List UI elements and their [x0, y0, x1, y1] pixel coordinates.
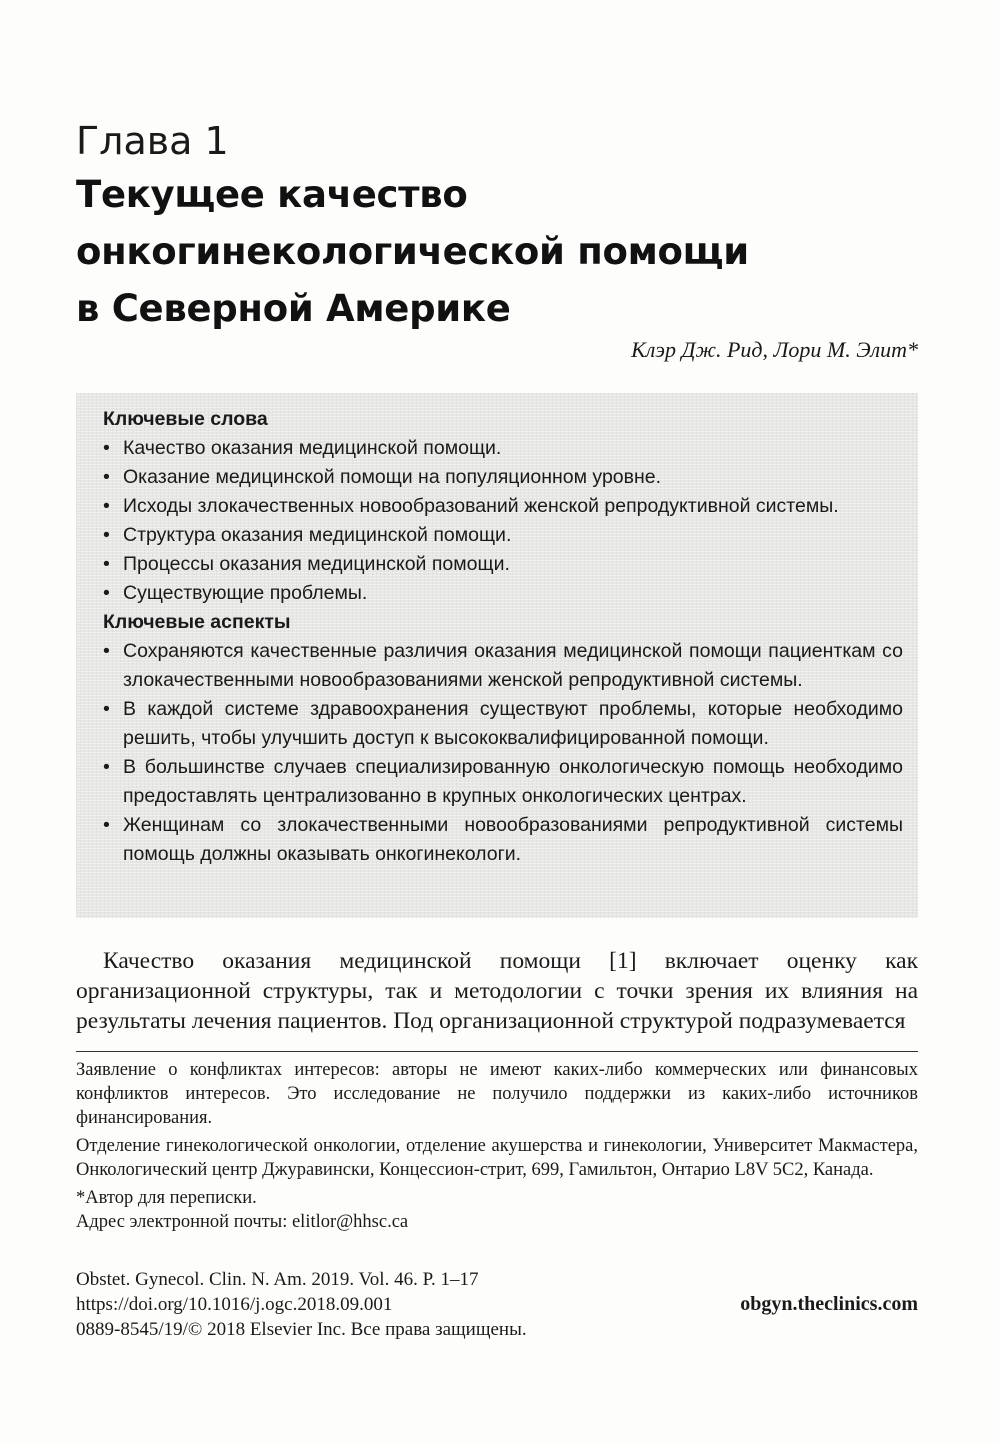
bullet-icon: • — [103, 756, 110, 778]
key-points-box — [76, 393, 918, 918]
bullet-icon: • — [103, 640, 110, 662]
keyword-item: • Оказание медицинской помощи на популяционном уровне. — [103, 463, 903, 492]
keyword-item: • Существующие проблемы. — [103, 579, 903, 608]
chapter-label: Глава 1 — [76, 119, 229, 163]
footnotes — [76, 1058, 918, 1238]
keyword-item: • Качество оказания медицинской помощи. — [103, 434, 903, 463]
chapter-title-line: онкогинекологической помощи — [76, 230, 749, 273]
bullet-icon: • — [103, 524, 110, 546]
bullet-icon: • — [103, 698, 110, 720]
chapter-title-line: в Северной Америке — [76, 287, 511, 330]
correspondence-note: *Автор для переписки. — [76, 1188, 257, 1208]
authors: Клэр Дж. Рид, Лори М. Элит* — [631, 337, 918, 362]
chapter-title-line: Текущее качество — [76, 173, 468, 216]
keywords-list — [103, 434, 903, 608]
keyword-item: • Исходы злокачественных новообразований женской репродуктивной системы. — [103, 492, 903, 521]
chapter-title — [76, 166, 936, 337]
aspect-item: • Женщинам со злокачественными новообразованиями репродуктивной системы помощь должны оказывать онкогинекологи. — [103, 811, 903, 869]
copyright-line: 0889-8545/19/© 2018 Elsevier Inc. Все права защищены. — [76, 1319, 527, 1340]
keyword-item: • Структура оказания медицинской помощи. — [103, 521, 903, 550]
bullet-icon: • — [103, 553, 110, 575]
body-paragraph: Качество оказания медицинской помощи [1] включает оценку как организационной структуры, так и методологии с точки зрения их влияния на результаты лечения пациентов. Под организационной структурой подразумевается — [76, 948, 918, 1034]
conflicts-statement: Заявление о конфликтах интересов: авторы не имеют каких-либо коммерческих или финансовых конфликтов интересов. Это исследование не получило поддержки из каких-либо источников финансирования. — [76, 1060, 918, 1128]
aspect-item: • Сохраняются качественные различия оказания медицинской помощи пациенткам со злокачественными новообразованиями женской репродуктивной системы. — [103, 637, 903, 695]
aspects-list — [103, 637, 903, 869]
aspect-item: • В каждой системе здравоохранения существуют проблемы, которые необходимо решить, чтобы улучшить доступ к высококвалифицированной помощи. — [103, 695, 903, 753]
keywords-heading: Ключевые слова — [103, 408, 268, 430]
keyword-item: • Процессы оказания медицинской помощи. — [103, 550, 903, 579]
affiliation: Отделение гинекологической онкологии, отделение акушерства и гинекологии, Университет Макмастера, Онкологический центр Джуравински, Концессион-стрит, 699, Гамильтон, Онтарио L8V 5C2, Канада. — [76, 1136, 918, 1180]
doi-link[interactable]: https://doi.org/10.1016/j.ogc.2018.09.001 — [76, 1294, 393, 1315]
key-points-content — [103, 405, 903, 869]
citation-block — [76, 1267, 527, 1342]
bullet-icon: • — [103, 495, 110, 517]
bullet-icon: • — [103, 814, 110, 836]
bullet-icon: • — [103, 582, 110, 604]
site-link[interactable]: obgyn.theclinics.com — [740, 1293, 918, 1315]
journal-reference: Obstet. Gynecol. Clin. N. Am. 2019. Vol. 46. P. 1–17 — [76, 1269, 479, 1290]
bullet-icon: • — [103, 437, 110, 459]
bullet-icon: • — [103, 466, 110, 488]
footnote-divider — [76, 1051, 918, 1052]
aspect-item: • В большинстве случаев специализированную онкологическую помощь необходимо предоставлять централизованно в крупных онкологических центрах. — [103, 753, 903, 811]
email-line: Адрес электронной почты: elitlor@hhsc.ca — [76, 1212, 409, 1232]
aspects-heading: Ключевые аспекты — [103, 611, 291, 633]
